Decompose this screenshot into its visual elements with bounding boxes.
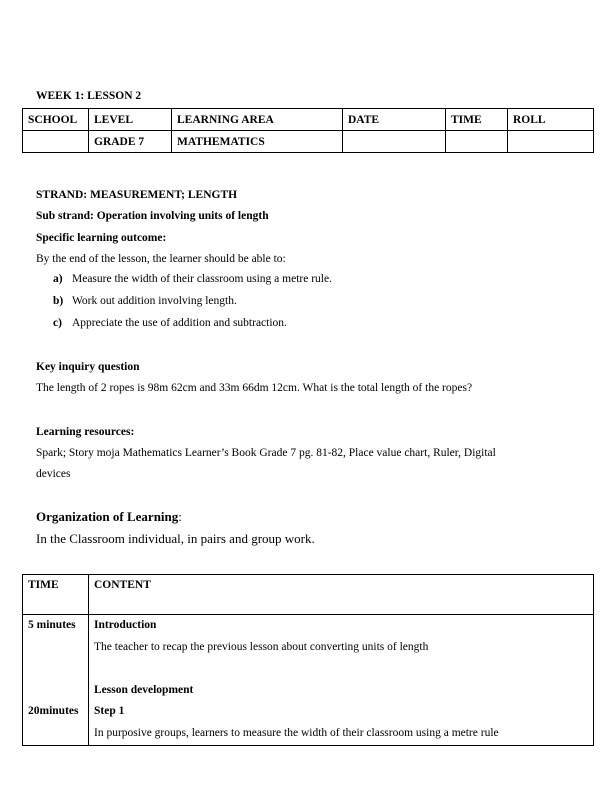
list-item-text: Work out addition involving length. [72,295,237,307]
column-header-learning-area: LEARNING AREA [172,109,343,131]
list-item-label: b) [53,295,64,307]
spacer [23,680,88,702]
list-item-label: a) [53,273,63,285]
lesson-heading: WEEK 1: LESSON 2 [36,90,142,102]
column-header-school: SCHOOL [23,109,89,131]
key-inquiry-text: The length of 2 ropes is 98m 62cm and 33m 66dm 12cm. What is the total length of the ropes? [36,382,473,394]
organization-text: In the Classroom individual, in pairs and group work. [36,531,315,546]
outcome-intro: By the end of the lesson, the learner should be able to: [36,253,286,265]
lesson-info-table [22,108,594,153]
cell-roll [508,131,594,153]
column-header-time: TIME [446,109,508,131]
column-header-date: DATE [343,109,446,131]
table-row [23,131,594,153]
organization-heading-colon: : [178,509,182,524]
spacer [23,658,88,680]
cell-learning-area: MATHEMATICS [172,131,343,153]
outcome-heading: Specific learning outcome: [36,232,167,244]
spacer [23,637,88,659]
cell-time [446,131,508,153]
cell-level: GRADE 7 [89,131,172,153]
cell-school [23,131,89,153]
sub-strand-heading: Sub strand: Operation involving units of length [36,210,269,222]
column-header-time-label: TIME [28,579,59,591]
column-header-roll: ROLL [508,109,594,131]
table-header-row [23,575,594,615]
content-cell [89,615,594,746]
column-header-time [23,575,89,615]
cell-date [343,131,446,153]
table-header-row [23,109,594,131]
introduction-text: The teacher to recap the previous lesson about converting units of length [94,640,429,653]
list-item [53,273,332,285]
list-item [53,295,237,307]
strand-heading: STRAND: MEASUREMENT; LENGTH [36,189,238,201]
organization-heading [36,510,182,524]
resources-heading: Learning resources: [36,426,135,438]
step-1-heading: Step 1 [94,705,125,717]
key-inquiry-heading: Key inquiry question [36,361,140,373]
table-row [23,615,594,746]
column-header-level: LEVEL [89,109,172,131]
spacer [89,658,593,680]
list-item-text: Measure the width of their classroom using a metre rule. [72,273,332,285]
time-5-minutes: 5 minutes [28,619,76,631]
list-item-text: Appreciate the use of addition and subtraction. [72,317,287,329]
time-cell [23,615,89,746]
list-item [53,317,287,329]
time-20-minutes: 20minutes [28,705,79,717]
organization-heading-text: Organization of Learning [36,509,179,524]
column-header-content [89,575,594,615]
content-table [22,574,594,746]
column-header-content-label: CONTENT [94,579,151,591]
resources-text-line-1: Spark; Story moja Mathematics Learner’s Book Grade 7 pg. 81-82, Place value chart, Ruler, Digital [36,447,496,459]
lesson-development-heading: Lesson development [94,683,194,696]
list-item-label: c) [53,317,62,329]
step-1-text: In purposive groups, learners to measure the width of their classroom using a metre rule [94,726,499,739]
introduction-heading: Introduction [94,619,157,631]
resources-text-line-2: devices [36,468,71,480]
